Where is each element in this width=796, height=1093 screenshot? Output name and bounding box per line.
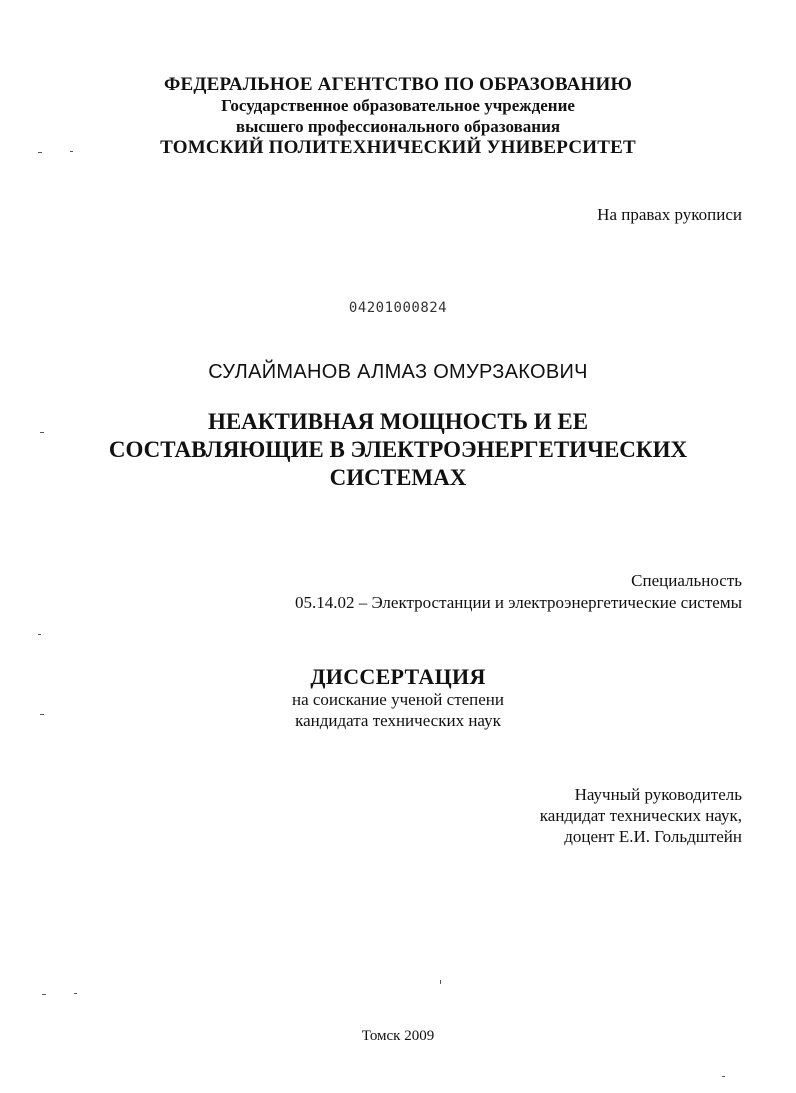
catalog-code: 04201000824 [348, 300, 448, 316]
org-university: ТОМСКИЙ ПОЛИТЕХНИЧЕСКИЙ УНИВЕРСИТЕТ [160, 137, 636, 158]
org-institution-type: Государственное образовательное учреждение [221, 96, 575, 115]
degree-line-1: на соискание ученой степени [291, 690, 505, 709]
scan-speck [40, 432, 44, 433]
scan-speck [70, 151, 73, 152]
dissertation-heading: ДИССЕРТАЦИЯ [310, 664, 486, 689]
scan-speck [42, 994, 46, 995]
degree-line-2: кандидата технических наук [295, 711, 501, 730]
scan-speck [74, 993, 77, 994]
city-year: Томск 2009 [361, 1028, 435, 1044]
rights-note: На правах рукописи [597, 205, 742, 224]
author-name: СУЛАЙМАНОВ АЛМАЗ ОМУРЗАКОВИЧ [208, 361, 588, 383]
supervisor-degree: кандидат технических наук, [539, 806, 742, 825]
supervisor-label: Научный руководитель [574, 785, 742, 804]
specialty-label: Специальность [631, 571, 742, 590]
scan-speck [40, 714, 44, 715]
title-line-3: СИСТЕМАХ [329, 465, 467, 490]
org-education-level: высшего профессионального образования [235, 117, 561, 136]
specialty-value: 05.14.02 – Электростанции и электроэнергетические системы [294, 593, 742, 612]
dissertation-title [0, 408, 796, 492]
scan-speck [38, 152, 42, 153]
scan-speck [38, 634, 41, 635]
title-line-1: НЕАКТИВНАЯ МОЩНОСТЬ И ЕЕ [207, 409, 589, 434]
org-agency: ФЕДЕРАЛЬНОЕ АГЕНТСТВО ПО ОБРАЗОВАНИЮ [163, 74, 633, 95]
title-line-2: СОСТАВЛЯЮЩИЕ В ЭЛЕКТРОЭНЕРГЕТИЧЕСКИХ [108, 437, 688, 462]
scan-speck [440, 980, 441, 984]
scan-speck [722, 1076, 725, 1077]
supervisor-name: доцент Е.И. Гольдштейн [564, 827, 742, 846]
